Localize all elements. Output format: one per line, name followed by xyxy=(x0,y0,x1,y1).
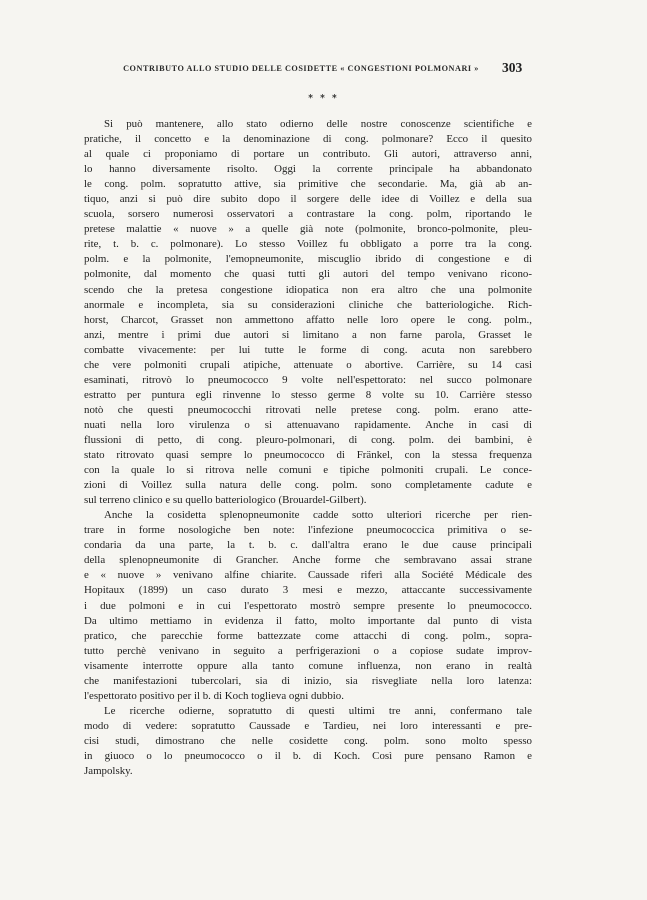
text-line: stato ritrovato quasi sempre lo pneumococco di Fränkel, con la stessa frequenza xyxy=(84,449,532,462)
text-line: scuola, sorsero numerosi osservatori a contrastare la cong. polm, riportando le xyxy=(84,208,532,221)
text-line: nuati nella loro virulenza o si attenuavano rapidamente. Anche in casi di xyxy=(84,418,532,431)
text-line: lo hanno diversamente risolto. Oggi la corrente principale ha abbandonato xyxy=(84,163,532,176)
text-line: condaria da una parte, la t. b. c. dall'altra erano le due cause principali xyxy=(84,539,532,552)
text-line: polm. e la polmonite, l'emopneumonite, miscuglio ibrido di congestione e di xyxy=(84,253,532,266)
section-separator: * * * xyxy=(308,94,339,104)
text-line: Le ricerche odierne, sopratutto di questi ultimi tre anni, confermano tale xyxy=(104,704,532,717)
paragraph xyxy=(84,117,532,508)
text-line: estratto per puntura egli rinvenne lo stesso germe 8 volte su 10. Carrière stesso xyxy=(84,388,532,401)
text-line: polmonite, dal momento che quasi tutti gli autori del tempo venivano ricono- xyxy=(84,268,532,281)
text-line: con la quale lo si ritrova nelle comuni e tipiche polmoniti crupali. Le conce- xyxy=(84,464,532,477)
text-line: Da ultimo mettiamo in evidenza il fatto, molto importante dal punto di vista xyxy=(84,614,532,627)
text-line: cisi studi, dimostrano che nelle cosidette cong. polm. sono molto spesso xyxy=(84,734,532,747)
text-line: visamente interrotte oppure alla tanto comune influenza, non erano in realtà xyxy=(84,659,532,672)
text-line: anzi, mentre i primi due autori si limitano a non farne parola, Grasset le xyxy=(84,328,532,341)
text-line: tutto perchè venivano in seguito a perfrigerazioni o a copiose sudate improv- xyxy=(84,644,532,657)
text-line: combatte vivacemente: per lui tutte le forme di cong. acuta non sarebbero xyxy=(84,343,532,356)
text-line: i due polmoni e in cui l'espettorato mostrò sempre presente lo pneumococco. xyxy=(84,599,532,612)
text-line: anormale e incompleta, sia su considerazioni cliniche che batteriologiche. Rich- xyxy=(84,298,532,311)
text-line: le cong. polm. sopratutto attive, sia primitive che secondarie. Ma, già ab an- xyxy=(84,178,532,191)
text-line: rite, t. b. c. polmonare). Lo stesso Voillez fu obbligato a porre tra la cong. xyxy=(84,238,532,251)
text-line: Anche la cosidetta splenopneumonite cadde sotto ulteriori ricerche per rien- xyxy=(104,509,532,522)
paragraph xyxy=(84,704,532,779)
text-line: che manifestazioni tubercolari, sia di inizio, sia risvegliate nella loro latenza: xyxy=(84,674,532,687)
text-line: sul terreno clinico e su quello batteriologico (Brouardel-Gilbert). xyxy=(84,494,367,507)
paragraph xyxy=(84,508,532,704)
text-line: Si può mantenere, allo stato odierno delle nostre conoscenze scientifiche e xyxy=(104,118,532,130)
text-line: tiquo, anzi si può dire subito dopo il sorgere delle idee di Voillez e della sua xyxy=(84,193,532,206)
text-line: in giuoco o lo pneumococco o il b. di Koch. Così pure pensano Ramon e xyxy=(84,749,532,762)
text-line: Jampolsky. xyxy=(84,765,133,778)
text-line: notò che questi pneumococchi ritrovati nelle pretese cong. polm. erano atte- xyxy=(84,403,532,416)
text-line: scendo che la pretesa congestione idiopatica non era altro che una polmonite xyxy=(84,283,532,296)
text-line: che vere polmoniti crupali atipiche, attenuate o abortive. Carrière, su 14 casi xyxy=(84,358,532,371)
text-line: esaminati, ritrovò lo pneumococco 9 volte nell'espettorato: nel succo polmonare xyxy=(84,373,532,386)
text-line: della splenopneumonite di Grancher. Anche forme che sembravano assai strane xyxy=(84,554,532,567)
text-line: trare in forme nosologiche ben note: l'infezione pneumococcica primitiva o se- xyxy=(84,524,532,537)
text-line: modo di vedere: sopratutto Caussade e Tardieu, nei loro interessanti e pre- xyxy=(84,719,532,732)
page-number: 303 xyxy=(502,60,523,75)
text-line: l'espettorato positivo per il b. di Koch toglieva ogni dubbio. xyxy=(84,689,344,702)
text-line: al quale ci proponiamo di portare un contributo. Gli autori, attraverso anni, xyxy=(84,148,532,161)
text-line: pratico, che parecchie forme battezzate come attacchi di cong. polm., sopra- xyxy=(84,629,532,642)
running-header: CONTRIBUTO ALLO STUDIO DELLE COSIDETTE « CONGESTIONI POLMONARI » xyxy=(123,64,479,73)
text-line: e « nuove » venivano alfine chiarite. Caussade riferì alla Société Médicale des xyxy=(84,569,532,582)
text-line: Hopitaux (1899) un caso durato 3 mesi e mezzo, attaccante successivamente xyxy=(84,584,532,597)
text-line: zioni di Voillez sulla natura delle cong. polm. sono completamente cadute e xyxy=(84,479,532,492)
text-line: flussioni di petto, di cong. pleuro-polmonari, di cong. polm. dei bambini, è xyxy=(84,433,532,446)
text-line: pretese malattie « nuove » a quelle già note (polmonite, bronco-polmonite, pleu- xyxy=(84,223,532,236)
body-text xyxy=(84,117,532,779)
text-line: pratiche, il concetto e la denominazione di cong. polmonare? Ecco il quesito xyxy=(84,133,532,146)
text-line: horst, Charcot, Grasset non ammettono affatto nelle loro opere le cong. polm., xyxy=(84,313,532,326)
